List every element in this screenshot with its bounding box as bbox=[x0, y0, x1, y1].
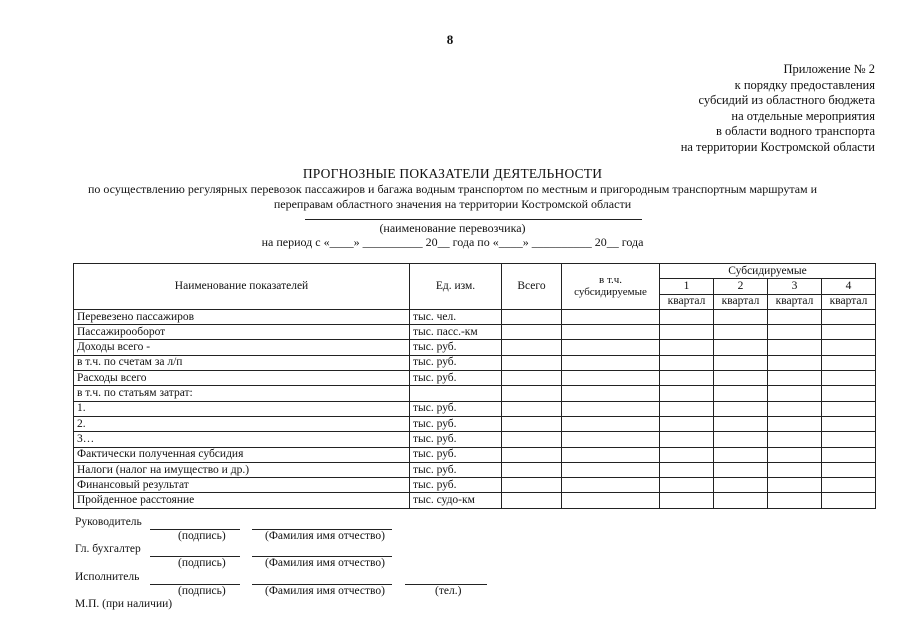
carrier-caption: (наименование перевозчика) bbox=[379, 221, 526, 235]
quarter-3-cell[interactable] bbox=[768, 462, 822, 477]
total-cell[interactable] bbox=[502, 432, 562, 447]
quarter-1-cell[interactable] bbox=[660, 462, 714, 477]
total-cell[interactable] bbox=[502, 355, 562, 370]
appendix-line: к порядку предоставления bbox=[734, 77, 875, 92]
quarter-4-cell[interactable] bbox=[822, 493, 876, 508]
table-row bbox=[74, 340, 876, 355]
unit-cell: тыс. чел. bbox=[410, 309, 502, 324]
total-cell[interactable] bbox=[502, 340, 562, 355]
quarter-2-cell[interactable] bbox=[714, 416, 768, 431]
table-row bbox=[74, 371, 876, 386]
quarter-4-cell[interactable] bbox=[822, 386, 876, 401]
incl-subsidized-cell[interactable] bbox=[562, 447, 660, 462]
header-subsidized-group: Субсидируемые bbox=[660, 264, 876, 279]
quarter-1-cell[interactable] bbox=[660, 447, 714, 462]
incl-subsidized-cell[interactable] bbox=[562, 462, 660, 477]
quarter-2-cell[interactable] bbox=[714, 340, 768, 355]
total-cell[interactable] bbox=[502, 478, 562, 493]
quarter-3-cell[interactable] bbox=[768, 416, 822, 431]
signature-caption: (подпись) bbox=[178, 530, 226, 542]
quarter-2-cell[interactable] bbox=[714, 432, 768, 447]
incl-subsidized-cell[interactable] bbox=[562, 432, 660, 447]
header-quarter-number: 2 bbox=[714, 279, 768, 294]
unit-cell: тыс. руб. bbox=[410, 371, 502, 386]
table-row bbox=[74, 447, 876, 462]
table-row bbox=[74, 462, 876, 477]
unit-cell: тыс. руб. bbox=[410, 340, 502, 355]
quarter-3-cell[interactable] bbox=[768, 325, 822, 340]
quarter-2-cell[interactable] bbox=[714, 309, 768, 324]
total-cell[interactable] bbox=[502, 493, 562, 508]
quarter-4-cell[interactable] bbox=[822, 340, 876, 355]
chief-accountant-label: Гл. бухгалтер bbox=[75, 543, 141, 555]
quarter-1-cell[interactable] bbox=[660, 371, 714, 386]
quarter-3-cell[interactable] bbox=[768, 309, 822, 324]
total-cell[interactable] bbox=[502, 325, 562, 340]
fullname-caption: (Фамилия имя отчество) bbox=[265, 585, 385, 597]
indicator-name-cell: Расходы всего bbox=[74, 371, 410, 386]
header-incl-bottom: субсидируемые bbox=[574, 286, 647, 299]
quarter-3-cell[interactable] bbox=[768, 478, 822, 493]
header-unit: Ед. изм. bbox=[410, 264, 502, 310]
table-header-row bbox=[74, 264, 876, 279]
fullname-caption: (Фамилия имя отчество) bbox=[265, 530, 385, 542]
quarter-1-cell[interactable] bbox=[660, 493, 714, 508]
total-cell[interactable] bbox=[502, 401, 562, 416]
incl-subsidized-cell[interactable] bbox=[562, 401, 660, 416]
incl-subsidized-cell[interactable] bbox=[562, 386, 660, 401]
quarter-1-cell[interactable] bbox=[660, 401, 714, 416]
incl-subsidized-cell[interactable] bbox=[562, 355, 660, 370]
quarter-3-cell[interactable] bbox=[768, 371, 822, 386]
table-row bbox=[74, 309, 876, 324]
indicator-name-cell: Налоги (налог на имущество и др.) bbox=[74, 462, 410, 477]
quarter-2-cell[interactable] bbox=[714, 447, 768, 462]
quarter-4-cell[interactable] bbox=[822, 432, 876, 447]
header-quarter-number: 3 bbox=[768, 279, 822, 294]
unit-cell: тыс. руб. bbox=[410, 355, 502, 370]
unit-cell: тыс. судо-км bbox=[410, 493, 502, 508]
indicator-name-cell: в т.ч. по счетам за л/п bbox=[74, 355, 410, 370]
total-cell[interactable] bbox=[502, 462, 562, 477]
quarter-1-cell[interactable] bbox=[660, 325, 714, 340]
signature-caption: (подпись) bbox=[178, 585, 226, 597]
incl-subsidized-cell[interactable] bbox=[562, 416, 660, 431]
unit-cell: тыс. руб. bbox=[410, 401, 502, 416]
quarter-2-cell[interactable] bbox=[714, 493, 768, 508]
header-quarter-number: 1 bbox=[660, 279, 714, 294]
table-row bbox=[74, 386, 876, 401]
quarter-3-cell[interactable] bbox=[768, 340, 822, 355]
appendix-line: на территории Костромской области bbox=[680, 139, 875, 154]
document-title: ПРОГНОЗНЫЕ ПОКАЗАТЕЛИ ДЕЯТЕЛЬНОСТИ bbox=[302, 166, 603, 181]
unit-cell: тыс. руб. bbox=[410, 478, 502, 493]
unit-cell: тыс. руб. bbox=[410, 447, 502, 462]
quarter-2-cell[interactable] bbox=[714, 401, 768, 416]
head-label: Руководитель bbox=[75, 516, 142, 528]
quarter-2-cell[interactable] bbox=[714, 478, 768, 493]
incl-subsidized-cell[interactable] bbox=[562, 325, 660, 340]
header-total: Всего bbox=[502, 264, 562, 310]
indicator-name-cell: 1. bbox=[74, 401, 410, 416]
quarter-1-cell[interactable] bbox=[660, 416, 714, 431]
indicator-name-cell: Доходы всего - bbox=[74, 340, 410, 355]
table-row bbox=[74, 493, 876, 508]
table-body bbox=[74, 309, 876, 508]
total-cell[interactable] bbox=[502, 386, 562, 401]
indicator-name-cell: Фактически полученная субсидия bbox=[74, 447, 410, 462]
total-cell[interactable] bbox=[502, 416, 562, 431]
quarter-4-cell[interactable] bbox=[822, 355, 876, 370]
incl-subsidized-cell[interactable] bbox=[562, 309, 660, 324]
appendix-line: Приложение № 2 bbox=[783, 62, 875, 76]
table-row bbox=[74, 432, 876, 447]
header-quarter-number: 4 bbox=[822, 279, 876, 294]
header-incl-subsidized bbox=[562, 264, 660, 310]
quarter-4-cell[interactable] bbox=[822, 416, 876, 431]
quarter-1-cell[interactable] bbox=[660, 309, 714, 324]
quarter-1-cell[interactable] bbox=[660, 478, 714, 493]
executor-label: Исполнитель bbox=[75, 571, 140, 583]
quarter-4-cell[interactable] bbox=[822, 325, 876, 340]
unit-cell: тыс. руб. bbox=[410, 462, 502, 477]
page-number: 8 bbox=[446, 32, 454, 47]
table-row bbox=[74, 355, 876, 370]
indicator-name-cell: 2. bbox=[74, 416, 410, 431]
total-cell[interactable] bbox=[502, 309, 562, 324]
quarter-3-cell[interactable] bbox=[768, 401, 822, 416]
indicator-name-cell: Перевезено пассажиров bbox=[74, 309, 410, 324]
indicators-table bbox=[73, 263, 876, 509]
quarter-2-cell[interactable] bbox=[714, 355, 768, 370]
indicator-name-cell: Пассажирооборот bbox=[74, 325, 410, 340]
header-quarter-label: квартал bbox=[768, 294, 822, 309]
appendix-header bbox=[681, 62, 875, 155]
quarter-3-cell[interactable] bbox=[768, 432, 822, 447]
quarter-1-cell[interactable] bbox=[660, 340, 714, 355]
indicator-name-cell: в т.ч. по статьям затрат: bbox=[74, 386, 410, 401]
quarter-1-cell[interactable] bbox=[660, 386, 714, 401]
quarter-3-cell[interactable] bbox=[768, 493, 822, 508]
header-incl-top: в т.ч. bbox=[599, 274, 622, 287]
quarter-3-cell[interactable] bbox=[768, 386, 822, 401]
quarter-4-cell[interactable] bbox=[822, 371, 876, 386]
table-row bbox=[74, 478, 876, 493]
table-row bbox=[74, 401, 876, 416]
total-cell[interactable] bbox=[502, 447, 562, 462]
table-row bbox=[74, 325, 876, 340]
header-quarter-label: квартал bbox=[660, 294, 714, 309]
quarter-2-cell[interactable] bbox=[714, 371, 768, 386]
quarter-4-cell[interactable] bbox=[822, 401, 876, 416]
indicator-name-cell: 3… bbox=[74, 432, 410, 447]
quarter-4-cell[interactable] bbox=[822, 447, 876, 462]
unit-cell: тыс. руб. bbox=[410, 416, 502, 431]
appendix-line: субсидий из областного бюджета bbox=[698, 93, 875, 107]
incl-subsidized-cell[interactable] bbox=[562, 493, 660, 508]
quarter-4-cell[interactable] bbox=[822, 462, 876, 477]
appendix-line: в области водного транспорта bbox=[716, 124, 875, 138]
header-indicator-name: Наименование показателей bbox=[74, 264, 410, 310]
document-subtitle: по осуществлению регулярных перевозок пассажиров и багажа водным транспортом по местным и пригородным транспортным маршрутам и переправам областного значения на территории Костромской области bbox=[87, 182, 818, 211]
quarter-4-cell[interactable] bbox=[822, 309, 876, 324]
quarter-4-cell[interactable] bbox=[822, 478, 876, 493]
quarter-2-cell[interactable] bbox=[714, 325, 768, 340]
quarter-3-cell[interactable] bbox=[768, 447, 822, 462]
unit-cell: тыс. пасс.-км bbox=[410, 325, 502, 340]
quarter-1-cell[interactable] bbox=[660, 355, 714, 370]
fullname-caption: (Фамилия имя отчество) bbox=[265, 557, 385, 569]
header-quarter-label: квартал bbox=[714, 294, 768, 309]
quarter-2-cell[interactable] bbox=[714, 386, 768, 401]
appendix-line: на отдельные мероприятия bbox=[731, 108, 875, 123]
incl-subsidized-cell[interactable] bbox=[562, 478, 660, 493]
phone-caption: (тел.) bbox=[435, 585, 462, 597]
carrier-name-line bbox=[305, 219, 642, 220]
quarter-1-cell[interactable] bbox=[660, 432, 714, 447]
indicator-name-cell: Финансовый результат bbox=[74, 478, 410, 493]
incl-subsidized-cell[interactable] bbox=[562, 371, 660, 386]
period-line: на период с «____» __________ 20__ года по «____» __________ 20__ года bbox=[261, 235, 644, 249]
quarter-3-cell[interactable] bbox=[768, 355, 822, 370]
quarter-2-cell[interactable] bbox=[714, 462, 768, 477]
stamp-label: М.П. (при наличии) bbox=[75, 598, 173, 610]
incl-subsidized-cell[interactable] bbox=[562, 340, 660, 355]
table-row bbox=[74, 416, 876, 431]
total-cell[interactable] bbox=[502, 371, 562, 386]
unit-cell bbox=[410, 386, 502, 401]
unit-cell: тыс. руб. bbox=[410, 432, 502, 447]
header-quarter-label: квартал bbox=[822, 294, 876, 309]
indicator-name-cell: Пройденное расстояние bbox=[74, 493, 410, 508]
signature-caption: (подпись) bbox=[178, 557, 226, 569]
